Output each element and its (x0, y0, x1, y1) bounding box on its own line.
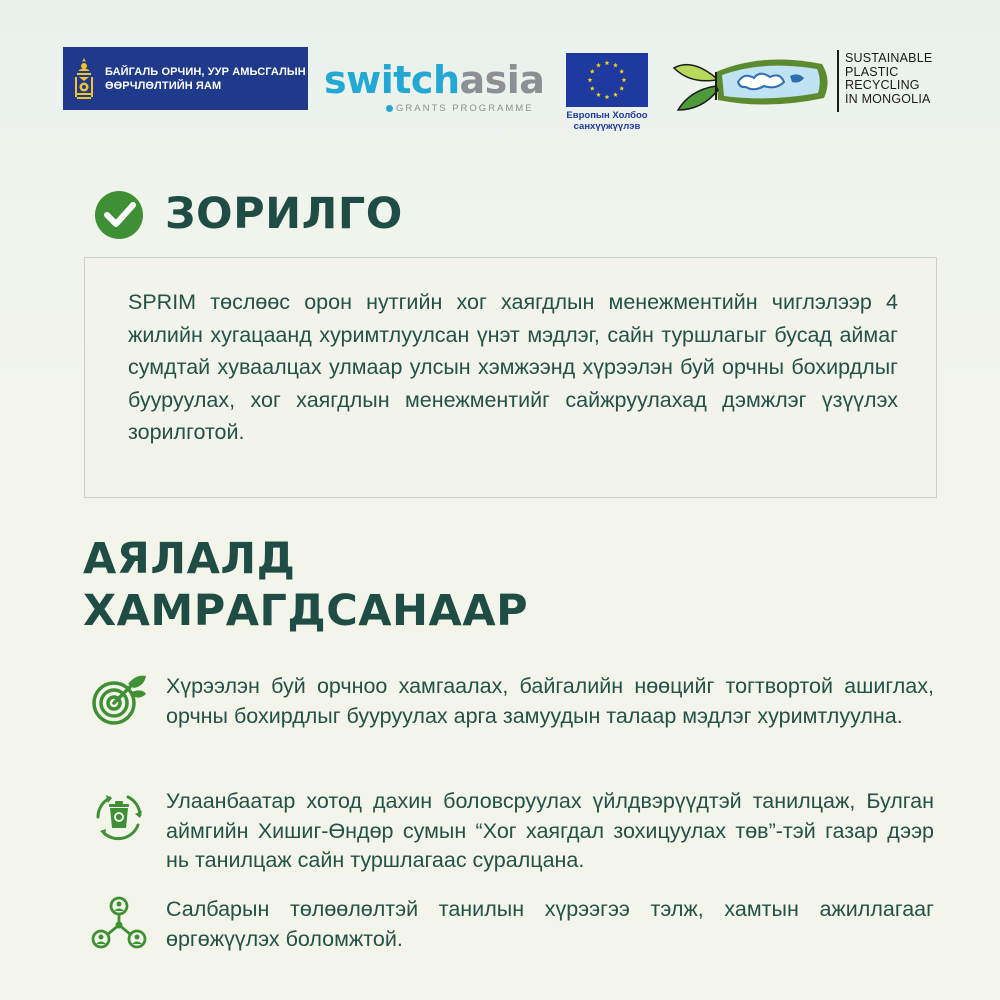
switchasia-dot-icon (386, 105, 393, 112)
eu-caption-line2: санхүүжүүлэв (573, 121, 641, 132)
ministry-name (105, 65, 306, 93)
eu-logo (566, 53, 648, 130)
switchasia-logo (324, 60, 546, 120)
switchasia-word-switch: switch (324, 58, 460, 102)
switchasia-word-asia: asia (459, 58, 545, 102)
target-leaf-icon (90, 672, 148, 730)
trip-title-line1: АЯЛАЛД (83, 534, 296, 584)
eu-caption-line1: Европын Холбоо (566, 110, 648, 121)
goal-title: ЗОРИЛГО (165, 189, 403, 239)
list-item-text: Улаанбаатар хотод дахин боловсруулах үйлдвэрүүдтэй танилцаж, Булган аймгийн Хишиг-Өндөр сумын “Хог хаягдал зохицуулах төв”-тэй газар дээр нь танилцаж сайн туршлагаас суралцана. (166, 789, 934, 872)
sprim-divider (837, 50, 839, 112)
list-item-text: Хүрээлэн буй орчноо хамгаалах, байгалийн нөөцийг тогтвортой ашиглах, орчны бохирдлыг бууруулах арга замуудын талаар мэдлэг хуримтлуулна. (166, 674, 934, 728)
goal-heading (93, 188, 403, 240)
sprim-wordmark (845, 52, 932, 106)
eu-caption (566, 110, 648, 132)
switchasia-wordmark (324, 60, 546, 100)
trip-title-line2: ХАМРАГДСАНААР (83, 586, 529, 636)
soyombo-emblem-icon (63, 47, 105, 110)
trip-title (83, 533, 783, 637)
ministry-name-line1: БАЙГАЛЬ ОРЧИН, УУР АМЬСГАЛЫН (105, 65, 306, 78)
goal-text: SPRIM төслөөс орон нутгийн хог хаягдлын менежментийн чиглэлээр 4 жилийн хугацаанд хуримтлуулсан үнэт мэдлэг, сайн туршлагыг бусад аймаг сумдтай хуваалцах улмаар улсын хэмжээнд хүрээлэн буй орчны бохирдлыг бууруулах, хог хаягдлын менежментийг сайжруулахад дэмжлэг үзүүлэх зорилготой. (128, 290, 898, 444)
ministry-logo (63, 47, 308, 110)
check-circle-icon (93, 188, 145, 240)
header-logos (0, 0, 1000, 150)
recycle-bin-icon (90, 787, 148, 845)
sprim-logo (672, 50, 962, 120)
sprim-bottle-leaf-icon (672, 50, 832, 120)
goal-box (84, 257, 937, 498)
switchasia-subtitle: GRANTS PROGRAMME (396, 103, 534, 114)
network-people-icon (90, 895, 148, 953)
ministry-name-line2: ӨӨРЧЛӨЛТИЙН ЯАМ (105, 79, 222, 92)
eu-flag-icon (566, 53, 648, 107)
sprim-line3: RECYCLING (845, 78, 920, 92)
sprim-line1: SUSTAINABLE (845, 51, 933, 65)
list-item-text: Салбарын төлөөлөлтэй танилын хүрээгээ тэлж, хамтын ажиллагааг өргөжүүлэх боломжтой. (166, 897, 934, 951)
sprim-line4: IN MONGOLIA (845, 91, 931, 106)
sprim-line2: PLASTIC (845, 64, 899, 79)
